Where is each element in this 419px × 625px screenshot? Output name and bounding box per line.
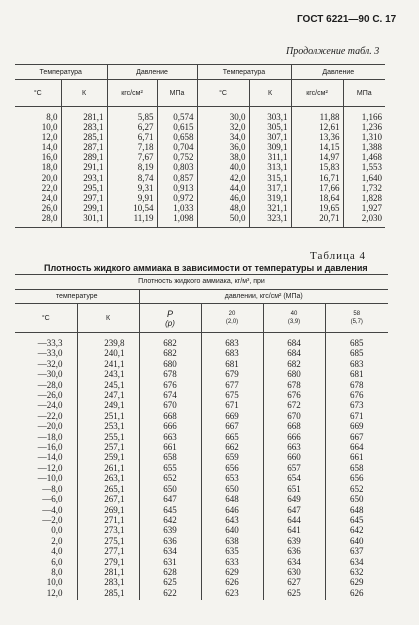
table3-subheader: кгс/см²	[291, 80, 343, 107]
table4-p20-value: 20	[228, 311, 236, 317]
table4-p58-mpa: (5,7)	[350, 319, 363, 325]
table3-top-rule	[15, 64, 385, 65]
table4-p-paren: (p)	[165, 318, 175, 328]
table-4	[15, 274, 388, 600]
table3-subheader: МПа	[343, 80, 385, 107]
table3-column: 30,0 32,0 34,0 36,0 38,0 40,0 42,0 44,0 46,0 48,0 50,0	[197, 107, 249, 228]
table4-column: —33,3 —33,0 —32,0 —30,0 —28,0 —26,0 —24,0 —22,0 —20,0 —18,0 —16,0 —14,0 —12,0 —10,0 —8,0 —6,0 —4,0 —2,0 0,0 2,0 4,0 6,0 8,0 10,0 12,0	[37, 338, 63, 598]
table3-subheader: кгс/см²	[107, 80, 157, 107]
table3-subheader: °С	[197, 80, 249, 107]
table3-press-header-left: Давление	[107, 65, 197, 80]
table4-subheader-c: °С	[15, 304, 77, 333]
table4-subheader-p	[139, 304, 201, 333]
table3-column: 303,1 305,1 307,1 309,1 311,1 313,1 315,1 317,1 319,1 321,1 323,1	[249, 107, 291, 228]
table3-column: 5,85 6,27 6,71 7,18 7,67 8,19 8,74 9,31 9,91 10,54 11,19	[107, 107, 157, 228]
table3-column: 1,166 1,236 1,310 1,388 1,468 1,553 1,640 1,732 1,828 1,927 2,030	[343, 107, 385, 228]
table4-column: 682 682 680 678 676 674 670 668 666 663 661 658 655 652 650 647 645 642 639 636 634 631 628 625 622	[139, 333, 201, 601]
table3-subheader: °С	[15, 80, 61, 107]
table4-p40-mpa: (3,9)	[287, 319, 301, 325]
table4-label: Таблица 4	[310, 250, 367, 262]
table-3	[15, 65, 385, 227]
page-header: ГОСТ 6221—90 С. 17	[297, 14, 397, 25]
table4-column: 683 683 681 679 677 675 671 669 667 665 662 659 656 653 650 648 646 643 640 638 635 633 629 626 623	[201, 333, 263, 601]
table3-temp-header-left: Температура	[15, 65, 107, 80]
table3-temp-header-right: Температура	[197, 65, 291, 80]
table3-subheader: К	[61, 80, 107, 107]
table4-column: 685 685 683 681 678 676 673 671 669 667 664 661 658 656 652 650 648 645 642 640 637 634 632 629 626	[325, 333, 388, 601]
table3-column: 8,0 10,0 12,0 14,0 16,0 18,0 20,0 22,0 24,0 26,0 28,0	[41, 112, 58, 223]
table-continuation-label: Продолжение табл. 3	[286, 46, 380, 57]
table4-column: 239,8 240,1 241,1 243,1 245,1 247,1 249,1 251,1 253,1 255,1 257,1 259,1 261,1 263,1 265,1 267,1 269,1 271,1 273,1 275,1 277,1 279,1 281,1 283,1 285,1	[77, 333, 139, 601]
table4-title: Плотность жидкого аммиака в зависимости от температуры и давления	[44, 263, 368, 273]
table4-density-header: Плотность жидкого аммиака, кг/м³, при	[15, 274, 388, 290]
table4-temp-header: температуре	[15, 290, 139, 304]
table4-subheader-40	[263, 304, 325, 333]
table4-subheader-58	[325, 304, 388, 333]
table4-p-symbol: P	[166, 308, 173, 319]
table4-p20-mpa: (2,0)	[225, 319, 239, 325]
table3-press-header-right: Давление	[291, 65, 385, 80]
table3-bottom-rule	[15, 227, 385, 228]
table4-column: 684 684 682 680 678 676 672 670 668 666 663 660 657 654 651 649 647 644 641 639 636 634 630 627 625	[263, 333, 325, 601]
table3-subheader: К	[249, 80, 291, 107]
table3-subheader: МПа	[157, 80, 197, 107]
table4-p58-value: 58	[353, 311, 361, 317]
table4-press-header: давлении, кгс/см² (МПа)	[139, 290, 388, 304]
table3-column: 281,1 283,1 285,1 287,1 289,1 291,1 293,1 295,1 297,1 299,1 301,1	[61, 107, 107, 228]
table3-column: 0,574 0,615 0,658 0,704 0,752 0,803 0,857 0,913 0,972 1,033 1,098	[157, 107, 197, 228]
table4-subheader-k: К	[77, 304, 139, 333]
table4-subheader-20	[201, 304, 263, 333]
table3-column: 11,88 12,61 13,36 14,15 14,97 15,83 16,71 17,66 18,64 19,65 20,71	[291, 107, 343, 228]
table4-p40-value: 40	[290, 311, 298, 317]
